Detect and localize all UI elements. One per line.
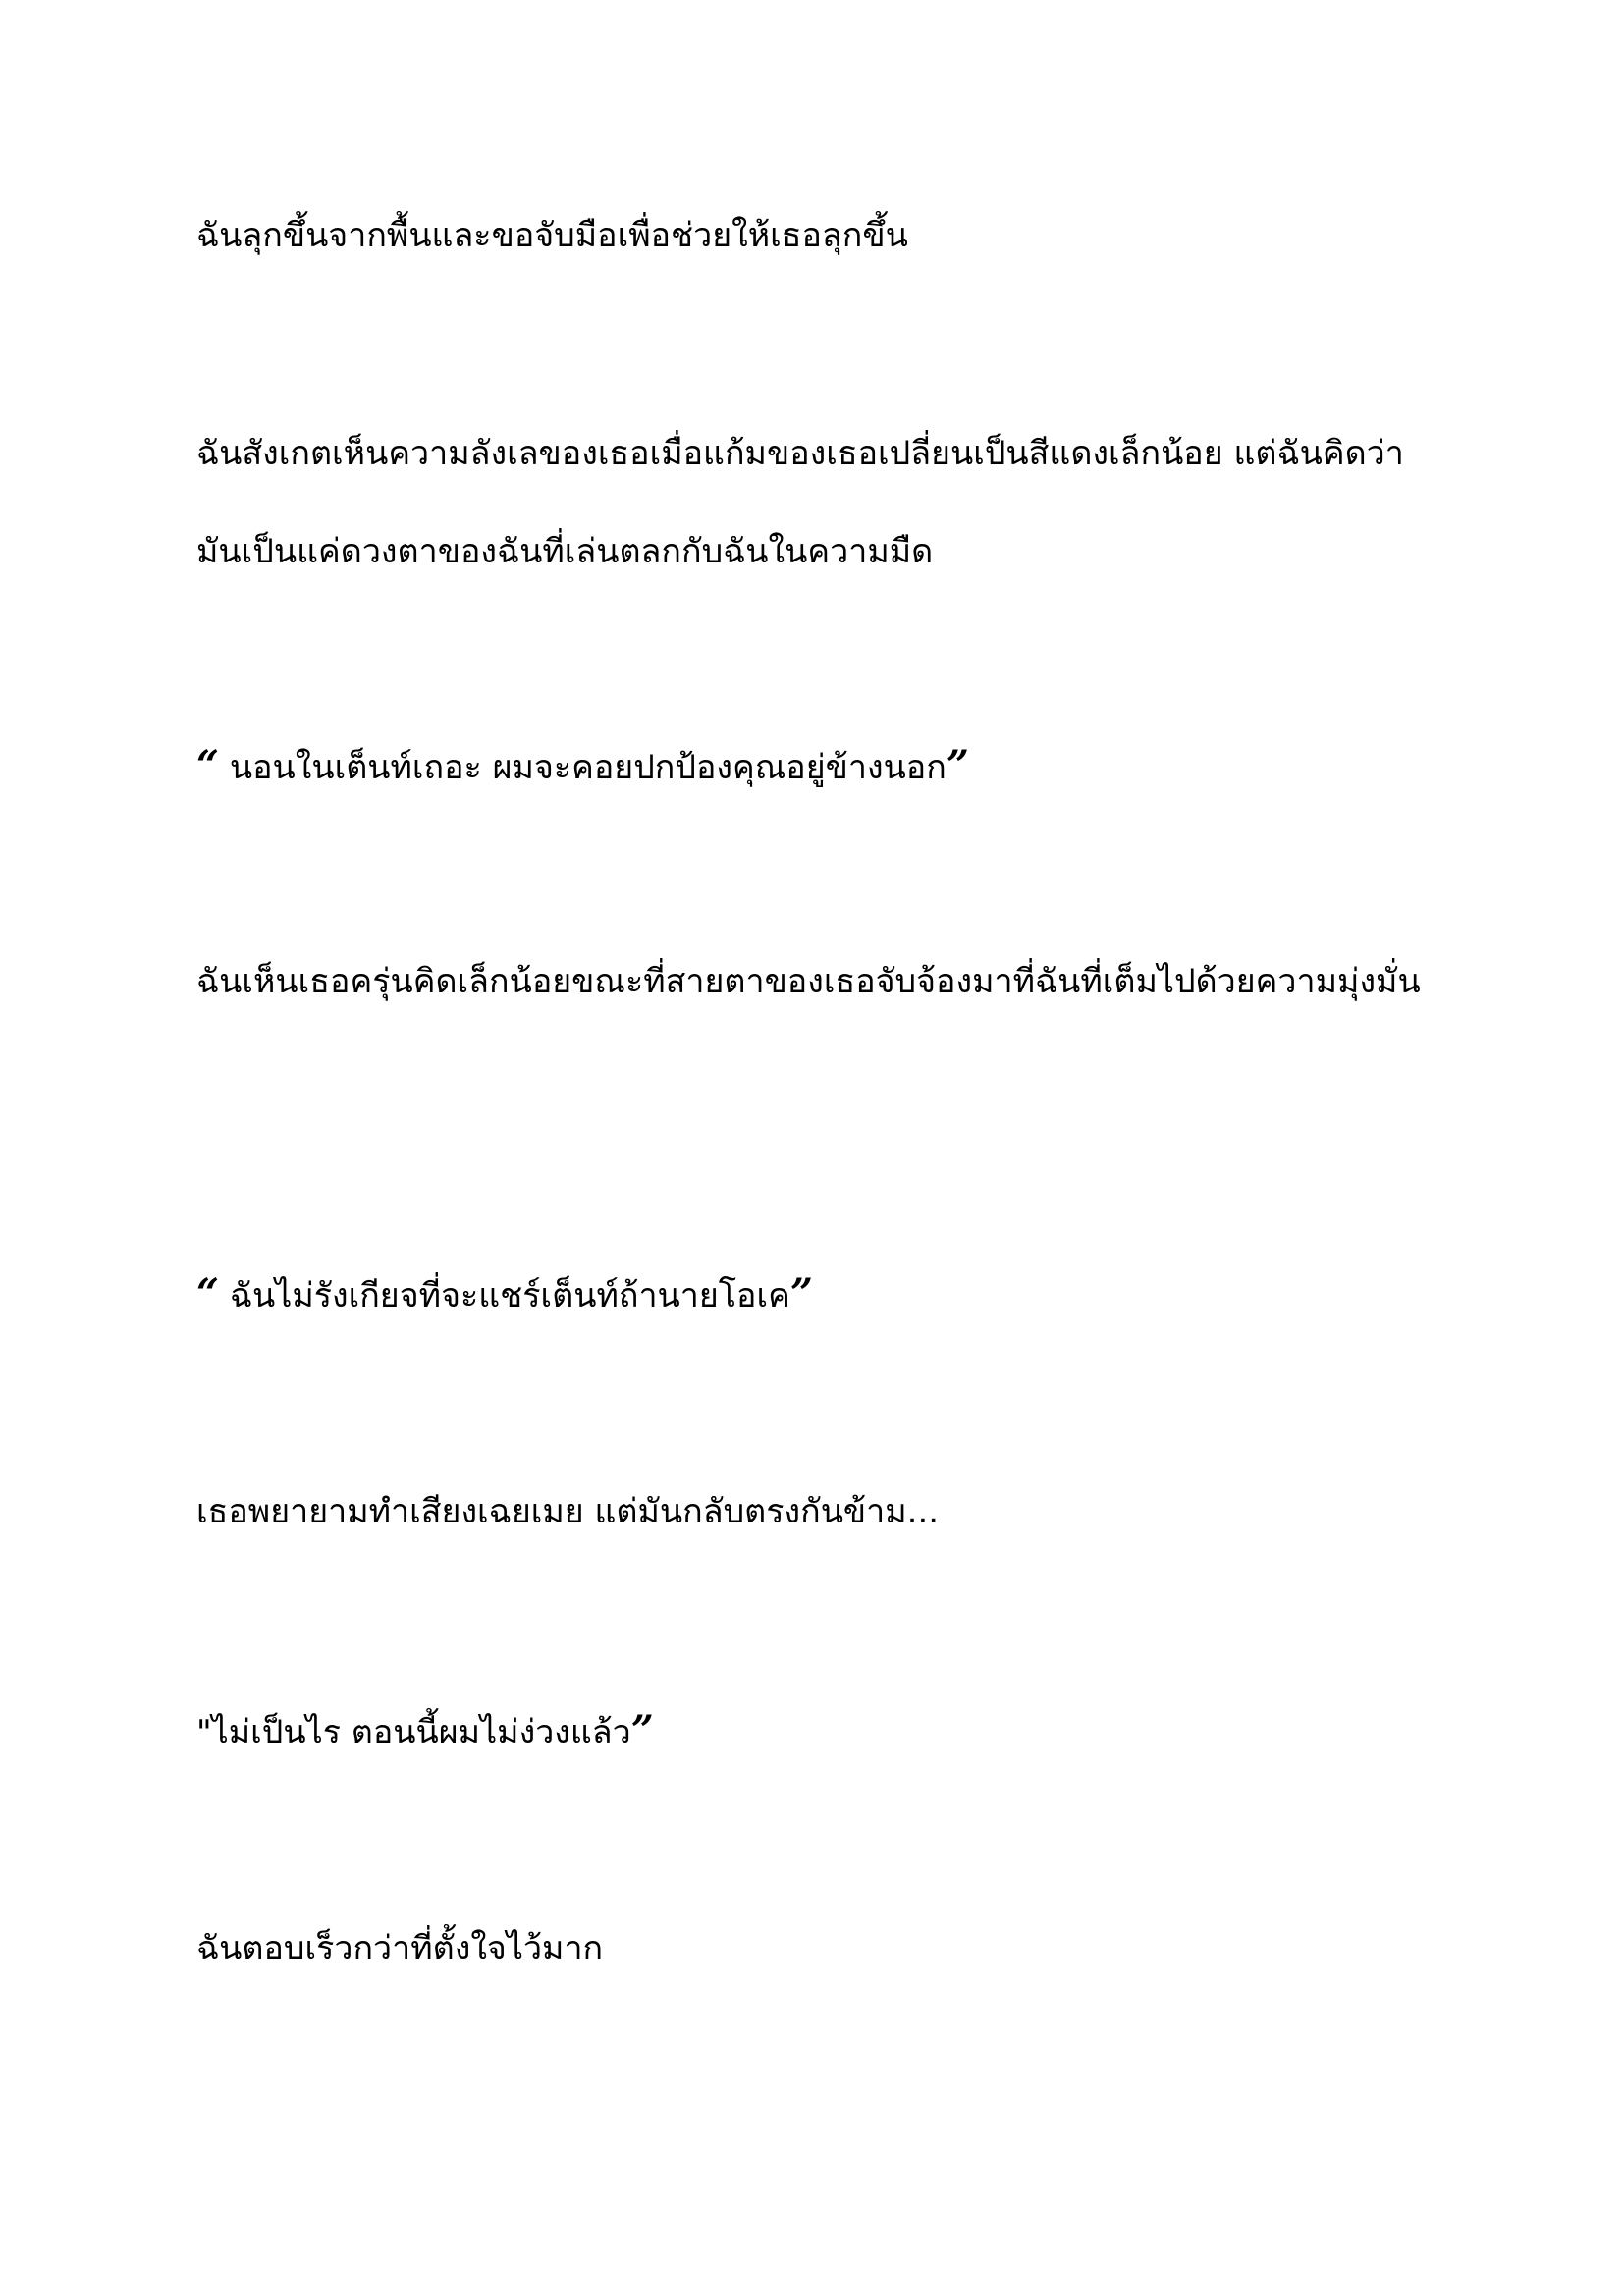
open-quote-mark: “: [196, 1270, 220, 1316]
dialogue-2-text: ฉันไม่รังเกียจที่จะแชร์เต็นท์ถ้านายโอเค: [219, 1276, 790, 1315]
dialogue-1-text: นอนในเต็นท์เถอะ ผมจะคอยปกป้องคุณอยู่ข้างนอก: [219, 748, 947, 787]
dialogue-1: [196, 717, 1434, 817]
dialogue-3-text: ไม่เป็นไร ตอนนี้ผมไม่ง่วงแล้ว: [211, 1713, 631, 1752]
open-quote-mark: ": [196, 1713, 212, 1752]
paragraph-3: [196, 933, 1434, 1031]
close-quote-mark: ”: [630, 1707, 654, 1753]
dialogue-2: [196, 1245, 1434, 1345]
close-quote-mark: ”: [946, 742, 969, 788]
close-quote-mark: ”: [789, 1270, 813, 1316]
paragraph-1: [196, 187, 1434, 285]
open-quote-mark: “: [196, 742, 220, 788]
paragraph-5-text: ฉันตอบเร็วกว่าที่ตั้งใจไว้มาก: [196, 1929, 604, 1968]
paragraph-4-text: เธอพยายามทำเสียงเฉยเมย แต่มันกลับตรงกันข้าม...: [196, 1492, 940, 1531]
paragraph-2-text: ฉันสังเกตเห็นความลังเลของเธอเมื่อแก้มของเธอเปลี่ยนเป็นสีแดงเล็กน้อย แต่ฉันคิดว่ามันเป็นแค่ดวงตาของฉันที่เล่นตลกกับฉันในความมืด: [196, 434, 1404, 571]
paragraph-5: [196, 1899, 1434, 1998]
paragraph-3-text: ฉันเห็นเธอครุ่นคิดเล็กน้อยขณะที่สายตาของเธอจับจ้องมาที่ฉันที่เต็มไปด้วยความมุ่งมั่น: [196, 962, 1421, 1001]
paragraph-2: [196, 404, 1434, 601]
paragraph-1-text: ฉันลุกขึ้นจากพื้นและขอจับมือเพื่อช่วยให้เธอลุกขึ้น: [196, 216, 908, 255]
paragraph-4: [196, 1463, 1434, 1561]
dialogue-3: [196, 1682, 1434, 1782]
